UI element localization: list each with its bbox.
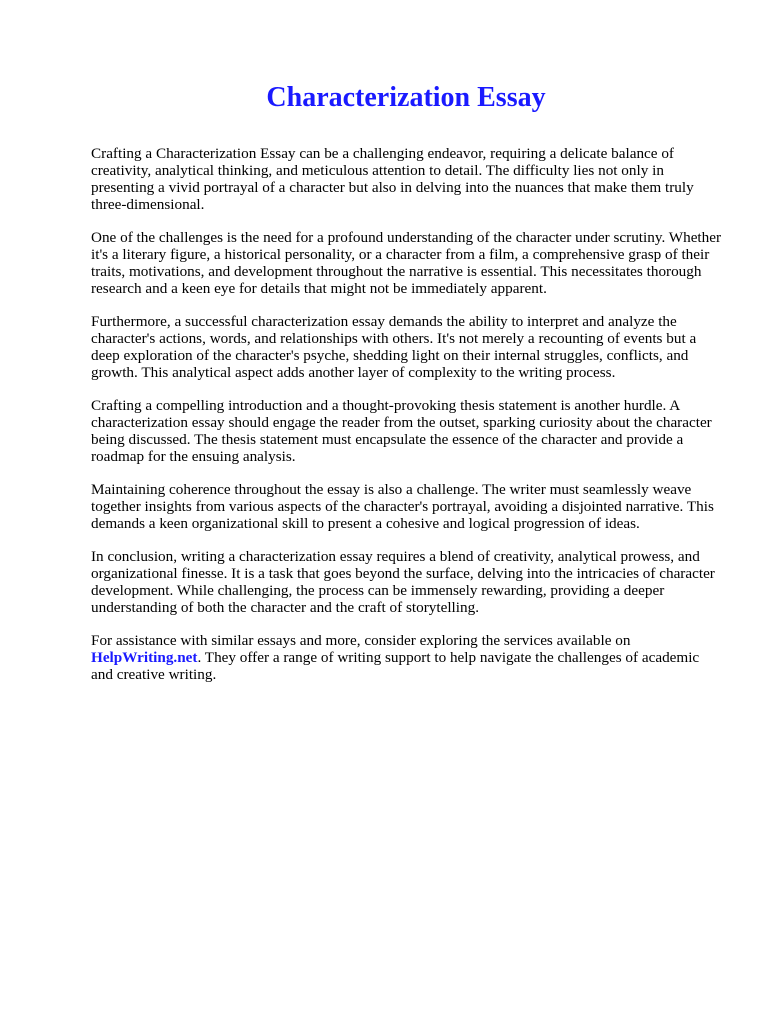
page-title: Characterization Essay (266, 82, 546, 113)
helpwriting-link[interactable]: HelpWriting.net (91, 649, 198, 666)
paragraph-6: In conclusion, writing a characterization essay requires a blend of creativity, analytical prowess, and organizational finesse. It is a task that goes beyond the surface, delving into the intricacies of character development. While challenging, the process can be immensely rewarding, providing a deeper understanding of both the character and the craft of storytelling. (91, 548, 715, 616)
paragraph-2: One of the challenges is the need for a profound understanding of the character under scrutiny. Whether it's a literary figure, a historical personality, or a character from a film, a comprehensive grasp of their traits, motivations, and development throughout the narrative is essential. This necessitates thorough research and a keen eye for details that might not be immediately apparent. (91, 229, 722, 297)
paragraph-5: Maintaining coherence throughout the essay is also a challenge. The writer must seamlessly weave together insights from various aspects of the character's portrayal, avoiding a disjointed narrative. This demands a keen organizational skill to present a cohesive and logical progression of ideas. (91, 481, 714, 532)
paragraph-4: Crafting a compelling introduction and a thought-provoking thesis statement is another hurdle. A characterization essay should engage the reader from the outset, sparking curiosity about the character being discussed. The thesis statement must encapsulate the essence of the character and provide a roadmap for the ensuing analysis. (91, 397, 712, 465)
paragraph-1: Crafting a Characterization Essay can be a challenging endeavor, requiring a delicate balance of creativity, analytical thinking, and meticulous attention to detail. The difficulty lies not only in presenting a vivid portrayal of a character but also in delving into the nuances that make them truly three-dimensional. (91, 145, 694, 213)
closing-text-after-link: . They offer a range of writing support to help navigate the challenges of academic and creative writing. (91, 649, 700, 683)
closing-text-before-link: For assistance with similar essays and more, consider exploring the services available on (91, 632, 631, 649)
essay-body (91, 145, 723, 699)
closing-paragraph (91, 632, 723, 683)
paragraph-3: Furthermore, a successful characterization essay demands the ability to interpret and analyze the character's actions, words, and relationships with others. It's not merely a recounting of events but a deep exploration of the character's psyche, shedding light on their internal struggles, conflicts, and growth. This analytical aspect adds another layer of complexity to the writing process. (91, 313, 697, 381)
